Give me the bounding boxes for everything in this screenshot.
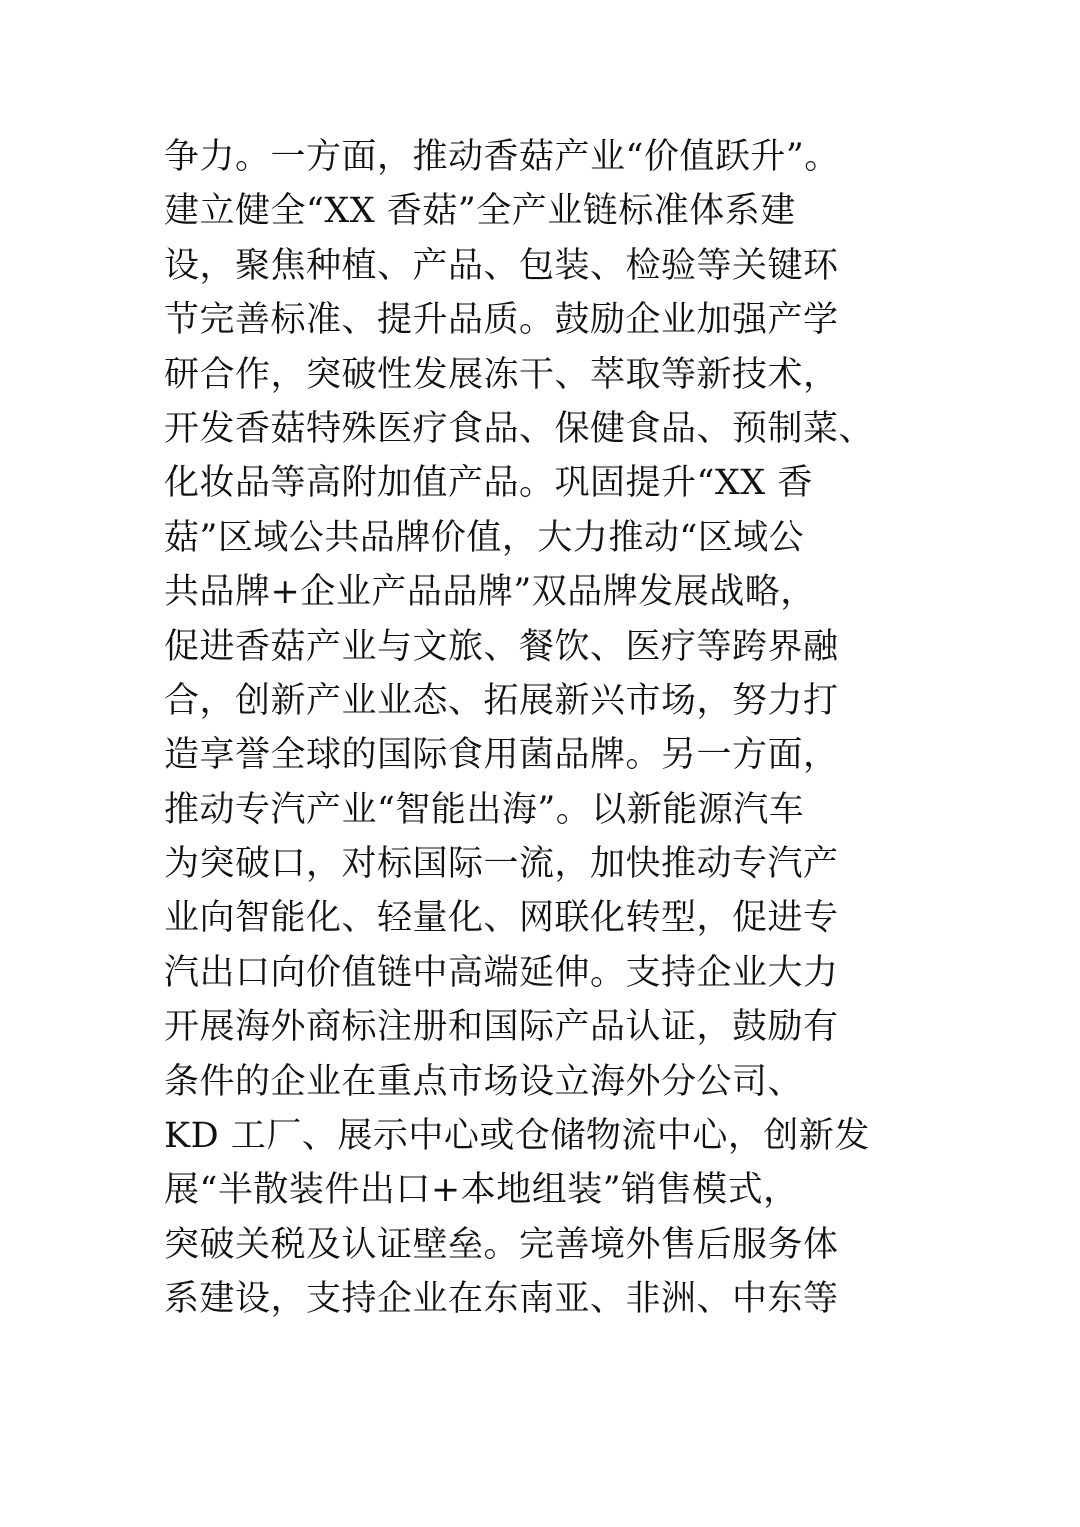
- text-line: 汽出口向价值链中高端延伸。支持企业大力: [164, 952, 839, 993]
- text-line: 突破关税及认证壁垒。完善境外售后服务体: [164, 1224, 839, 1265]
- text-line: 促进香菇产业与文旅、餐饮、医疗等跨界融: [164, 626, 839, 667]
- text-line: 开展海外商标注册和国际产品认证，鼓励有: [164, 1007, 839, 1048]
- text-line: 菇”区域公共品牌价值，大力推动“区域公: [164, 517, 805, 558]
- text-line: 争力。一方面，推动香菇产业“价值跃升”。: [164, 137, 840, 177]
- text-line: 合，创新产业业态、拓展新兴市场，努力打: [164, 680, 839, 721]
- text-line: 条件的企业在重点市场设立海外分公司、: [164, 1061, 804, 1102]
- text-line: 节完善标准、提升品质。鼓励企业加强产学: [164, 300, 839, 341]
- text-line: 建立健全“XX 香菇”全产业链标准体系建: [164, 191, 796, 232]
- text-line: 业向智能化、轻量化、网联化转型，促进专: [164, 898, 839, 939]
- text-line: 开发香菇特殊医疗食品、保健食品、预制菜、: [164, 408, 875, 449]
- text-line: 研合作，突破性发展冻干、萃取等新技术，: [164, 354, 839, 395]
- text-line: 展“半散装件出口+本地组装”销售模式，: [164, 1170, 799, 1211]
- text-line: KD 工厂、展示中心或仓储物流中心，创新发: [164, 1116, 870, 1157]
- text-line: 为突破口，对标国际一流，加快推动专汽产: [164, 844, 839, 885]
- text-line: 设，聚焦种植、产品、包装、检验等关键环: [164, 245, 839, 286]
- text-line: 造享誉全球的国际食用菌品牌。另一方面，: [164, 735, 839, 776]
- text-line: 推动专汽产业“智能出海”。以新能源汽车: [164, 789, 805, 830]
- text-line: 共品牌+企业产品品牌”双品牌发展战略，: [164, 572, 816, 613]
- text-line: 化妆品等高附加值产品。巩固提升“XX 香: [164, 463, 813, 504]
- body-paragraph: [164, 130, 964, 1327]
- text-line: 系建设，支持企业在东南亚、非洲、中东等: [164, 1279, 839, 1320]
